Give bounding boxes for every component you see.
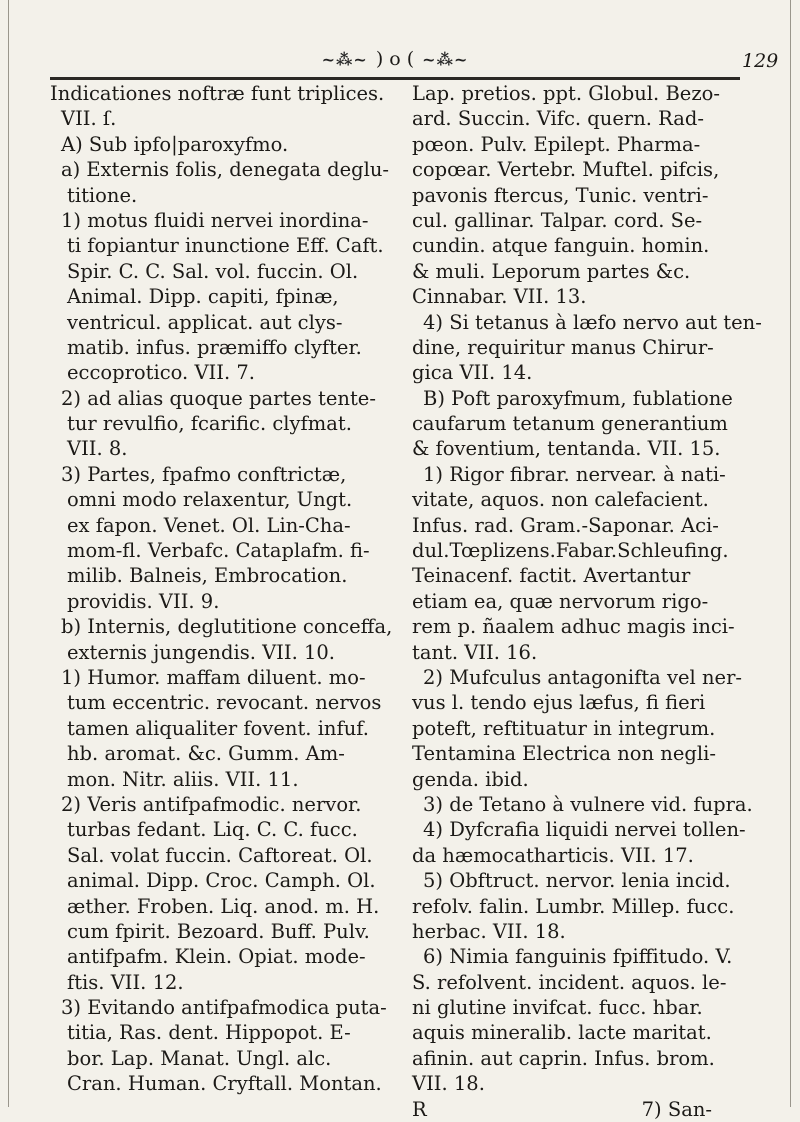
text-line: mon. Nitr. aliis. VII. 11. <box>67 767 299 791</box>
text-line: rem p. ñaalem adhuc magis inci- <box>412 615 735 639</box>
text-line: ventricul. applicat. aut clys- <box>67 310 343 334</box>
text-line: Teinacenf. factit. Avertantur <box>412 564 691 588</box>
text-line: æther. Froben. Liq. anod. m. H. <box>67 894 380 918</box>
text-line: Infus. rad. Gram.-Saponar. Aci- <box>412 513 719 537</box>
text-line: externis jungendis. VII. 10. <box>67 640 336 664</box>
text-line: b) Internis, deglutitione conceffa, <box>61 615 393 639</box>
text-line: dine, requiritur manus Chirur- <box>412 335 714 359</box>
text-line: etiam ea, quæ nervorum rigo- <box>412 589 709 613</box>
text-line: a) Externis folis, denegata deglu- <box>61 158 389 182</box>
text-line: 1) motus fluidi nervei inordina- <box>61 208 369 232</box>
text-line: pavonis ftercus, Tunic. ventri- <box>412 183 709 207</box>
text-line: tamen aliqualiter fovent. infuf. <box>67 716 369 740</box>
text-line: bor. Lap. Manat. Ungl. alc. <box>67 1046 332 1070</box>
text-line: 3) Partes, fpafmo conftrictæ, <box>61 462 347 486</box>
text-line: turbas fedant. Liq. C. C. fucc. <box>67 818 358 842</box>
text-line: 6) Nimia fanguinis fpiffitudo. V. <box>423 945 733 969</box>
text-line: tant. VII. 16. <box>412 640 538 664</box>
right-column <box>412 81 762 1122</box>
text-line: 1) Humor. maffam diluent. mo- <box>61 665 366 689</box>
header-ornament-left: ~⁂~ <box>321 49 368 69</box>
text-line: & muli. Leporum partes &c. <box>412 259 691 283</box>
left-column <box>50 81 393 1097</box>
text-line: 3) Evitando antifpafmodica puta- <box>61 996 387 1020</box>
text-line: 2) Veris antifpafmodic. nervor. <box>61 792 362 816</box>
text-line: afinin. aut caprin. Infus. brom. <box>412 1046 715 1070</box>
text-line: poteft, reftituatur in integrum. <box>412 716 716 740</box>
text-line: tur revulfio, fcarific. clyfmat. <box>67 412 352 436</box>
text-line: herbac. VII. 18. <box>412 919 566 943</box>
text-line: 5) Obftruct. nervor. lenia incid. <box>423 869 731 893</box>
text-line: Indicationes noftræ funt triplices. <box>50 82 385 105</box>
header-ornament-right: ~⁂~ <box>422 49 469 69</box>
text-line: Lap. pretios. ppt. Globul. Bezo- <box>412 82 720 105</box>
text-line: ni glutine invifcat. fucc. hbar. <box>412 996 703 1020</box>
text-line: titione. <box>67 183 138 207</box>
text-line: Tentamina Electrica non negli- <box>412 742 716 766</box>
text-line: Spir. C. C. Sal. vol. fuccin. Ol. <box>67 259 359 283</box>
text-line: 2) Mufculus antagonifta vel ner- <box>423 665 742 689</box>
catchword: 7) San- <box>641 1097 712 1121</box>
text-line: ti fopiantur inunctione Eff. Caft. <box>67 234 384 258</box>
text-line: milib. Balneis, Embrocation. <box>67 564 348 588</box>
text-line: omni modo relaxentur, Ungt. <box>67 488 353 512</box>
text-line: genda. ibid. <box>412 767 529 791</box>
text-line: hb. aromat. &c. Gumm. Am- <box>67 742 345 766</box>
page-number: 129 <box>742 50 779 72</box>
text-line: cundin. atque fanguin. homin. <box>412 234 710 258</box>
text-line: cum fpirit. Bezoard. Buff. Pulv. <box>67 919 370 943</box>
text-line: ex fapon. Venet. Ol. Lin-Cha- <box>67 513 351 537</box>
text-line: Animal. Dipp. capiti, fpinæ, <box>67 285 339 309</box>
text-line: VII. ſ. <box>61 107 117 131</box>
text-line: Sal. volat fuccin. Caftoreat. Ol. <box>67 843 373 867</box>
text-line: B) Poft paroxyfmum, fublatione <box>423 386 733 410</box>
text-line: da hæmocatharticis. VII. 17. <box>412 843 694 867</box>
text-line: aquis mineralib. lacte maritat. <box>412 1021 712 1045</box>
header-center-mark: ) o ( <box>375 48 415 70</box>
text-line: eccoprotico. VII. 7. <box>67 361 255 385</box>
text-line: vitate, aquos. non calefacient. <box>412 488 709 512</box>
signature-mark: R <box>412 1097 427 1121</box>
text-line: ftis. VII. 12. <box>67 970 184 994</box>
text-line: mom-fl. Verbafc. Cataplafm. fi- <box>67 539 370 563</box>
text-line: matib. infus. præmiffo clyfter. <box>67 335 362 359</box>
text-line: 3) de Tetano à vulnere vid. fupra. <box>423 792 753 816</box>
text-line: 2) ad alias quoque partes tente- <box>61 386 376 410</box>
text-line: caufarum tetanum generantium <box>412 412 728 436</box>
text-line: 4) Dyfcrafia liquidi nervei tollen- <box>423 818 746 842</box>
text-line: cul. gallinar. Talpar. cord. Se- <box>412 208 703 232</box>
text-line: VII. 8. <box>67 437 128 461</box>
text-line: VII. 18. <box>412 1072 485 1096</box>
text-line: ard. Succin. Vifc. quern. Rad- <box>412 107 704 131</box>
text-line: pœon. Pulv. Epilept. Pharma- <box>412 132 701 156</box>
text-line: S. refolvent. incident. aquos. le- <box>412 970 727 994</box>
running-header <box>230 44 560 74</box>
text-line: A) Sub ipfo|paroxyfmo. <box>61 132 289 156</box>
page-edge-left <box>8 0 9 1107</box>
text-line: refolv. falin. Lumbr. Millep. fucc. <box>412 894 735 918</box>
text-line: 4) Si tetanus à læfo nervo aut ten- <box>423 310 762 334</box>
text-line: gica VII. 14. <box>412 361 533 385</box>
text-line: tum eccentric. revocant. nervos <box>67 691 382 715</box>
footer-line <box>412 1097 712 1122</box>
text-line: dul.Tœplizens.Fabar.Schleufing. <box>412 539 729 563</box>
page-edge-right <box>790 0 791 1107</box>
header-rule <box>50 77 740 80</box>
text-line: titia, Ras. dent. Hippopot. E- <box>67 1021 351 1045</box>
text-line: antifpafm. Klein. Opiat. mode- <box>67 945 366 969</box>
text-line: Cran. Human. Cryftall. Montan. <box>67 1072 382 1096</box>
text-line: & foventium, tentanda. VII. 15. <box>412 437 721 461</box>
text-line: copœar. Vertebr. Muftel. pifcis, <box>412 158 720 182</box>
text-line: animal. Dipp. Croc. Camph. Ol. <box>67 869 376 893</box>
text-line: providis. VII. 9. <box>67 589 220 613</box>
text-line: vus l. tendo ejus læfus, fi fieri <box>412 691 706 715</box>
text-line: 1) Rigor fibrar. nervear. à nati- <box>423 462 726 486</box>
text-line: Cinnabar. VII. 13. <box>412 285 587 309</box>
